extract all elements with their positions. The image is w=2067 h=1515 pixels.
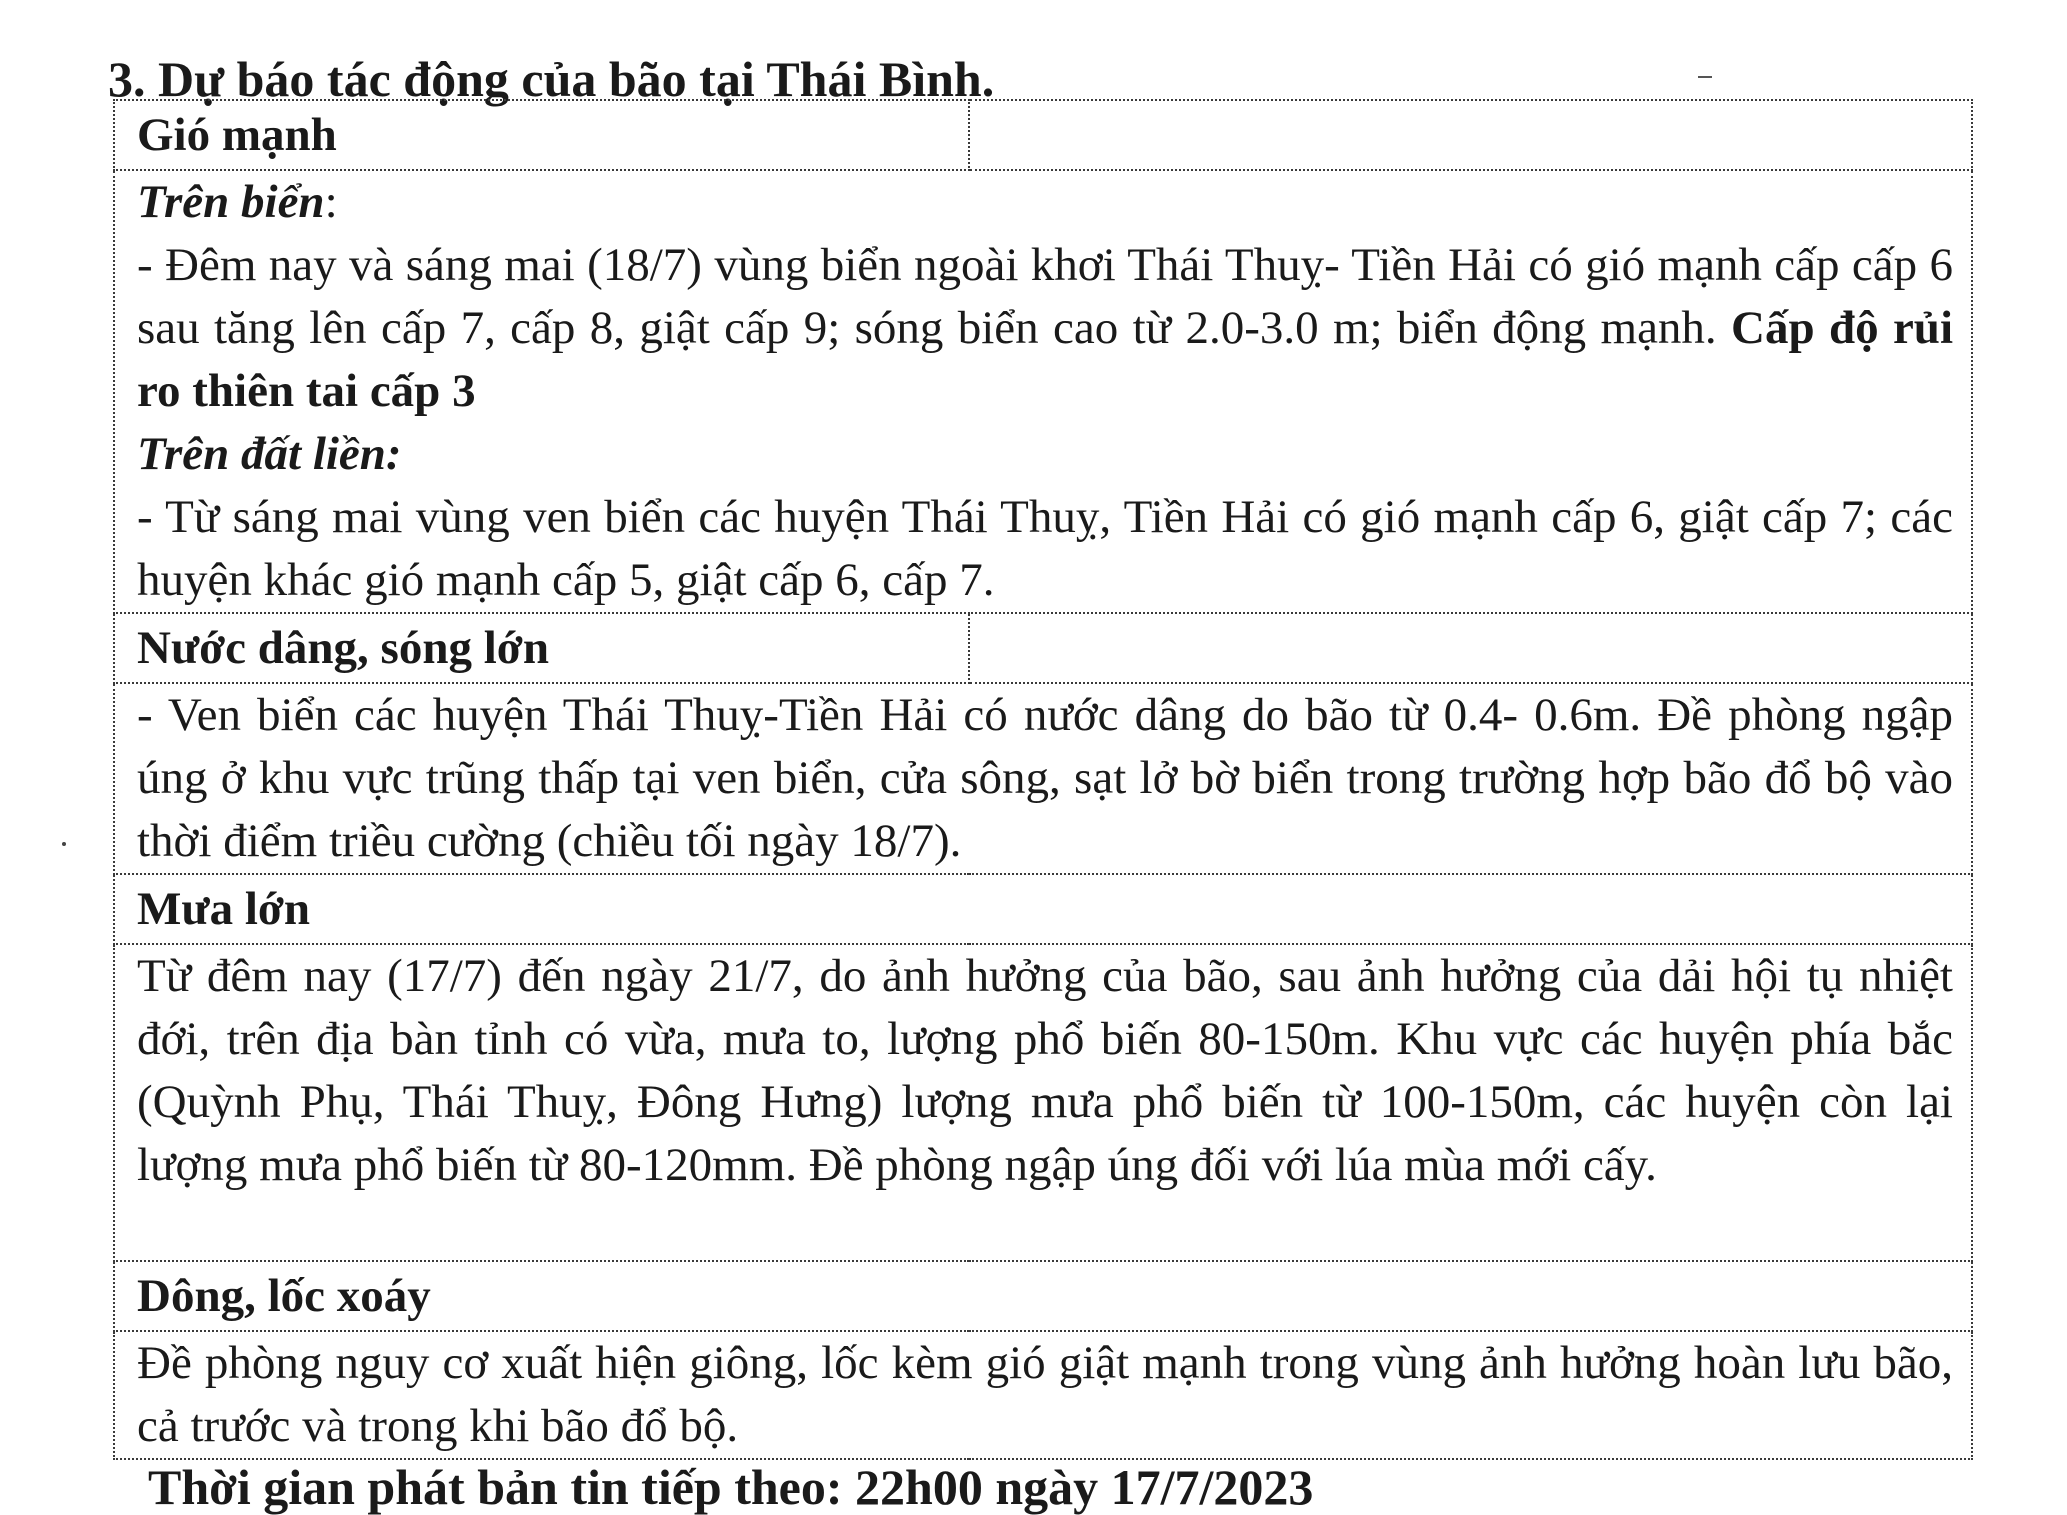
wind-heading: Gió mạnh bbox=[114, 100, 969, 170]
rain-text: Từ đêm nay (17/7) đến ngày 21/7, do ảnh hưởng của bão, sau ảnh hưởng của dải hội tụ nhiệt đới, trên địa bàn tỉnh có vừa, mưa to, lượng phổ biến 80-150m. Khu vực các huyện phía bắc (Quỳnh Phụ, Thái Thuỵ, Đông Hưng) lượng mưa phổ biến từ 100-150m, các huyện còn lại lượng mưa phổ biến từ 80-120mm. Đề phòng ngập úng đối với lúa mùa mới cấy. bbox=[137, 950, 1953, 1191]
sea-label-line bbox=[137, 171, 1953, 234]
sea-label-colon: : bbox=[324, 176, 338, 228]
rain-body bbox=[114, 944, 1972, 1261]
sea-paragraph bbox=[137, 234, 1953, 423]
wind-heading-empty-cell bbox=[969, 100, 1972, 170]
surge-heading-empty-cell bbox=[969, 613, 1972, 683]
land-label: Trên đất liền: bbox=[137, 428, 402, 480]
surge-heading-row bbox=[114, 613, 1972, 683]
surge-body bbox=[114, 683, 1972, 874]
wind-heading-row bbox=[114, 100, 1972, 170]
land-text: - Từ sáng mai vùng ven biển các huyện Thái Thuỵ, Tiền Hải có gió mạnh cấp 6, giật cấp 7; các huyện khác gió mạnh cấp 5, giật cấp 6, cấp 7. bbox=[137, 491, 1953, 606]
wind-body-row bbox=[114, 170, 1972, 613]
surge-body-row bbox=[114, 683, 1972, 874]
wind-body bbox=[114, 170, 1972, 613]
next-bulletin-line: Thời gian phát bản tin tiếp theo: 22h00 ngày 17/7/2023 bbox=[148, 1459, 1314, 1515]
surge-text: - Ven biển các huyện Thái Thuỵ-Tiền Hải có nước dâng do bão từ 0.4- 0.6m. Đề phòng ngập úng ở khu vực trũng thấp tại ven biển, cửa sông, sạt lở bờ biển trong trường hợp bão đổ bộ vào thời điểm triều cường (chiều tối ngày 18/7). bbox=[137, 689, 1953, 867]
forecast-table bbox=[113, 99, 1973, 1460]
scan-dot bbox=[62, 842, 66, 846]
storm-body-row bbox=[114, 1331, 1972, 1459]
storm-body bbox=[114, 1331, 1972, 1459]
rain-heading: Mưa lớn bbox=[114, 874, 1972, 944]
rain-body-row bbox=[114, 944, 1972, 1261]
surge-heading: Nước dâng, sóng lớn bbox=[114, 613, 969, 683]
sea-label: Trên biển bbox=[137, 176, 325, 228]
storm-heading: Dông, lốc xoáy bbox=[114, 1261, 1972, 1331]
risk-level: Cấp độ rủi ro thiên tai cấp 3 bbox=[137, 302, 1953, 417]
scan-mark bbox=[1698, 76, 1712, 78]
storm-heading-row bbox=[114, 1261, 1972, 1331]
storm-text: Đề phòng nguy cơ xuất hiện giông, lốc kèm gió giật mạnh trong vùng ảnh hưởng hoàn lưu bão, cả trước và trong khi bão đổ bộ. bbox=[137, 1337, 1953, 1452]
page-title: 3. Dự báo tác động của bão tại Thái Bình. bbox=[108, 51, 995, 107]
sea-text: - Đêm nay và sáng mai (18/7) vùng biển ngoài khơi Thái Thuỵ- Tiền Hải có gió mạnh cấp cấp 6 sau tăng lên cấp 7, cấp 8, giật cấp 9; sóng biển cao từ 2.0-3.0 m; biển động mạnh. bbox=[137, 239, 1953, 354]
rain-heading-row bbox=[114, 874, 1972, 944]
